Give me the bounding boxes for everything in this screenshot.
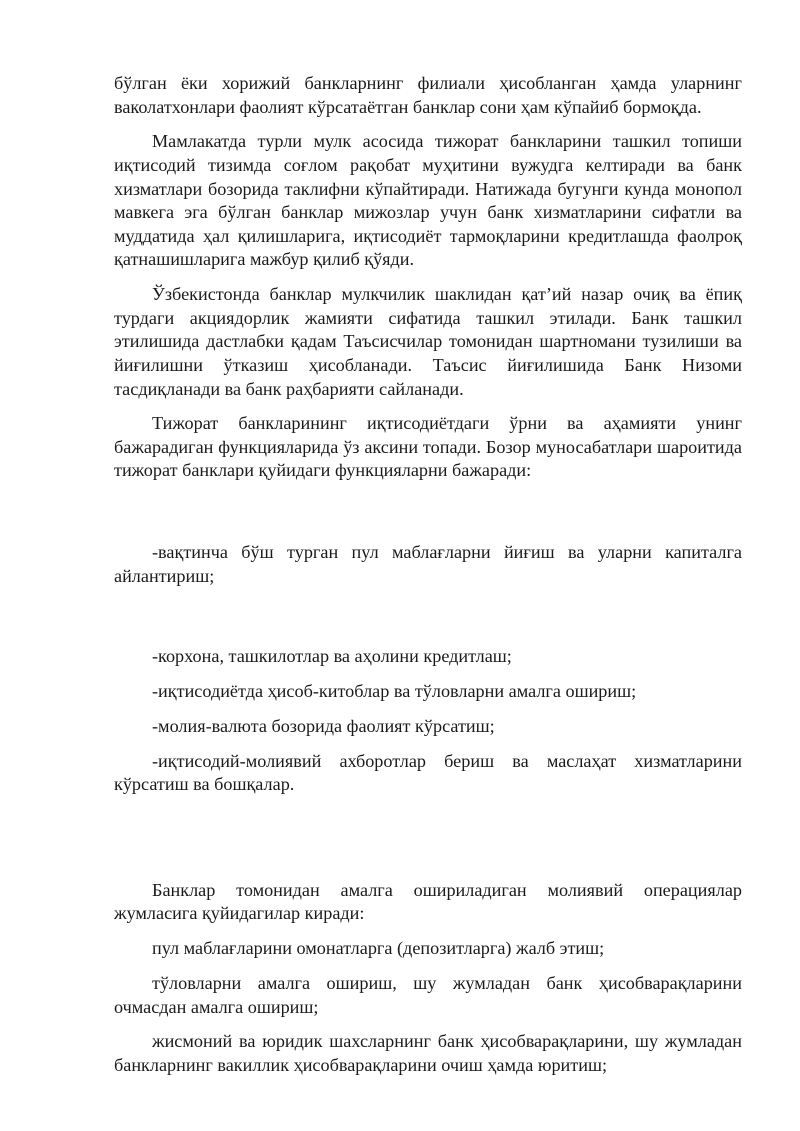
list-item-function-currency-market: -молия-валюта бозорида фаолият кўрсатиш; xyxy=(152,715,495,736)
paragraph-competition: Мамлакатда турли мулк асосида тижорат банкларини ташкил топиши иқтисодий тизимда соғлом рақобат муҳитини вужудга келтиради ва банк хизматлари бозорида таклифни кўпайтиради. Натижада бугунги кунда монопол мавкега эга бўлган банклар мижозлар учун банк хизматларини сифатли ва муддатида ҳал қилишларига, иқтисодиёт тармоқларини кредитлашда фаолроқ қатнашишларига мажбур қилиб қўяди. xyxy=(114,131,742,270)
list-item-function-advisory: -иқтисодий-молиявий ахборотлар бериш ва маслаҳат хизматларини кўрсатиш ва бошқалар. xyxy=(114,750,742,795)
list-item-operation-accounts: жисмоний ва юридик шахсларнинг банк ҳисобварақларини, шу жумладан банкларнинг вакиллик ҳисобварақларини очиш ҳамда юритиш; xyxy=(114,1031,742,1075)
list-item-operation-deposits: пул маблағларини омонатларга (депозитларга) жалб этиш; xyxy=(152,938,605,959)
document-page xyxy=(114,72,742,1089)
list-item-function-lending: -корхона, ташкилотлар ва аҳолини кредитлаш; xyxy=(152,646,512,667)
paragraph-operations-intro: Банклар томонидан амалга ошириладиган молиявий операциялар жумласига қуйидагилар киради: xyxy=(114,879,742,924)
paragraph-continuation: бўлган ёки хорижий банкларнинг филиали ҳисобланган ҳамда уларнинг ваколатхонлари фаолият кўрсатаётган банклар сони ҳам кўпайиб бормоқда. xyxy=(114,73,742,117)
list-item-function-deposits: -вақтинча бўш турган пул маблағларни йиғиш ва уларни капиталга айлантириш; xyxy=(114,542,742,586)
paragraph-bank-functions-intro: Тижорат банкларининг иқтисодиётдаги ўрни ва аҳамияти унинг бажарадиган функцияларида ўз аксини топади. Бозор муносабатлари шароитида тижорат банклари қуйидаги функцияларни бажаради: xyxy=(114,413,742,481)
list-item-operation-payments: тўловларни амалга ошириш, шу жумладан банк ҳисобварақларини очмасдан амалга ошириш; xyxy=(114,972,742,1017)
paragraph-bank-establishment: Ўзбекистонда банклар мулкчилик шаклидан қат’ий назар очиқ ва ёпиқ турдаги акциядорлик жамияти сифатида ташкил этилади. Банк ташкил этилишида дастлабки қадам Таъсисчилар томонидан шартномани тузилиши ва йиғилишни ўтказиш ҳисобланади. Таъсис йиғилишида Банк Низоми тасдиқланади ва банк раҳбарияти сайланади. xyxy=(114,284,742,399)
list-item-function-payments: -иқтисодиётда ҳисоб-китоблар ва тўловларни амалга ошириш; xyxy=(152,681,637,702)
